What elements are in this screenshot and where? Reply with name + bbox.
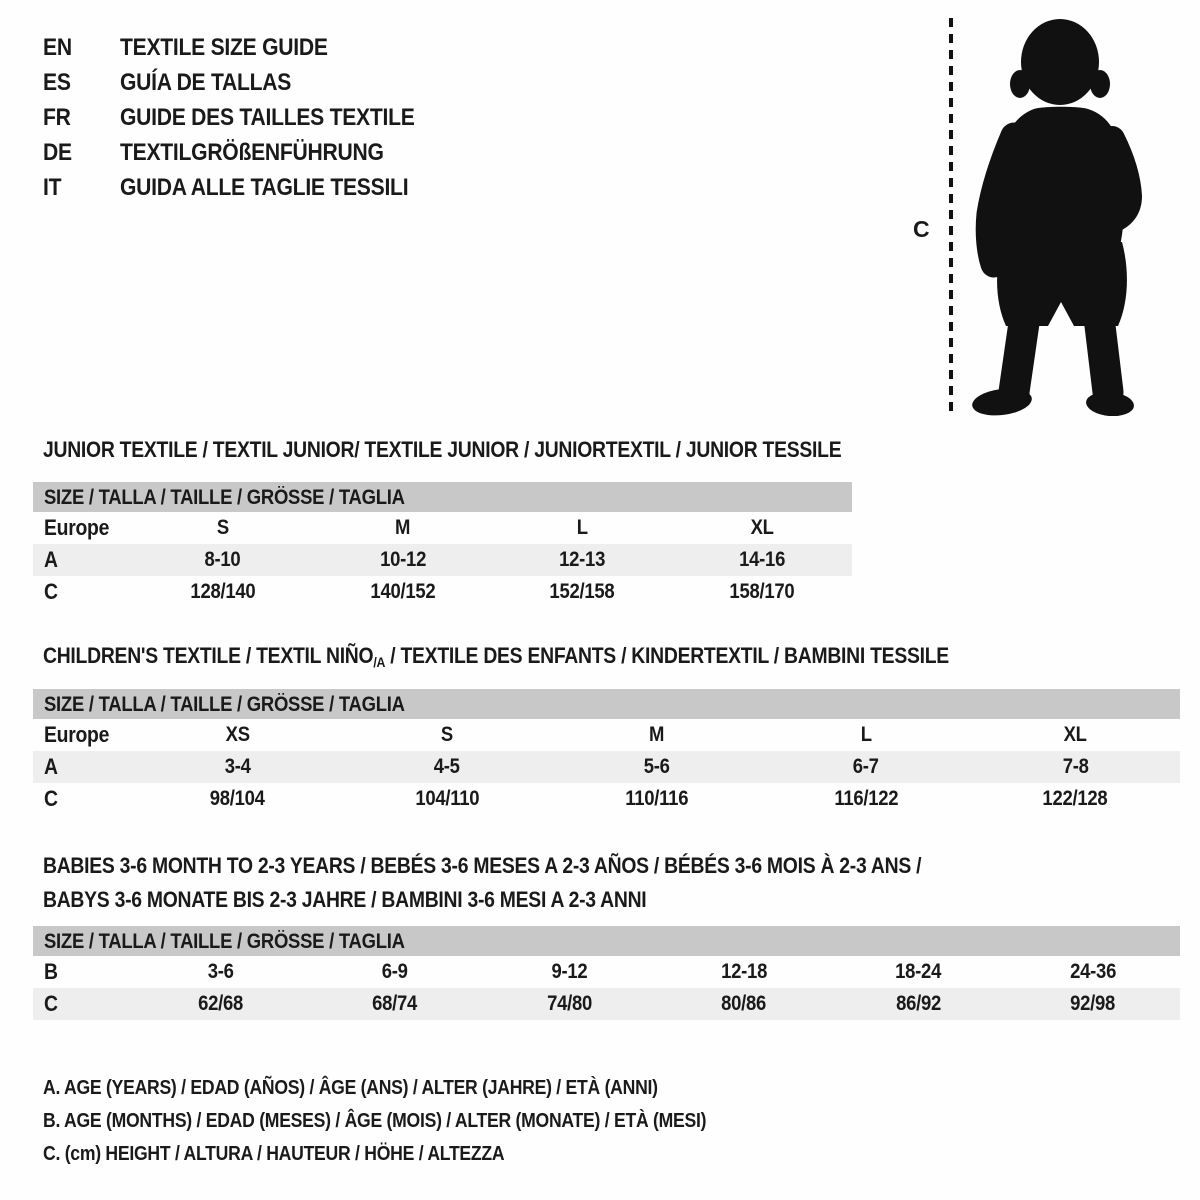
size-value: 110/116 [625, 787, 688, 810]
toddler-silhouette-icon [962, 14, 1152, 416]
size-value: 24-36 [1069, 960, 1116, 983]
table-header-bar: SIZE / TALLA / TAILLE / GRÖSSE / TAGLIA [33, 926, 1180, 956]
guide-title: GUÍA DE TALLAS [120, 69, 292, 96]
language-row [43, 100, 455, 135]
size-value: 122/128 [1042, 787, 1108, 810]
table-header-bar: SIZE / TALLA / TAILLE / GRÖSSE / TAGLIA [33, 482, 852, 512]
table-row [33, 544, 852, 576]
row-label: B [44, 959, 58, 984]
table-row [33, 719, 1180, 751]
size-value: 3-4 [224, 755, 251, 778]
language-code: FR [43, 104, 71, 131]
language-code: DE [43, 139, 72, 166]
row-label: C [44, 991, 58, 1016]
table-body [33, 956, 1180, 1020]
language-row [43, 170, 455, 205]
size-value: 6-7 [852, 755, 879, 778]
size-value: 12-18 [720, 960, 767, 983]
size-value: M [648, 723, 665, 746]
size-value: 18-24 [895, 960, 942, 983]
size-value: 12-13 [559, 548, 606, 571]
size-value: 158/170 [729, 580, 795, 603]
size-value: XS [225, 723, 250, 746]
language-row [43, 135, 455, 170]
guide-title: GUIDA ALLE TAGLIE TESSILI [120, 174, 409, 201]
row-label: Europe [44, 515, 110, 540]
language-row [43, 65, 455, 100]
table-body [33, 719, 1180, 815]
size-value: 9-12 [551, 960, 588, 983]
language-row [43, 30, 455, 65]
footnotes [43, 1072, 797, 1171]
table-body [33, 512, 852, 608]
size-value: 10-12 [379, 548, 426, 571]
language-code: IT [43, 174, 62, 201]
size-value: 128/140 [190, 580, 256, 603]
size-value: 80/86 [721, 992, 767, 1015]
size-value: 104/110 [415, 787, 480, 810]
size-value: 74/80 [546, 992, 592, 1015]
size-value: XL [1063, 723, 1087, 746]
guide-title: GUIDE DES TAILLES TEXTILE [120, 104, 415, 131]
size-value: 14-16 [739, 548, 786, 571]
size-table-babies [33, 926, 1180, 1020]
size-value: M [395, 516, 411, 539]
row-label: C [44, 579, 58, 604]
table-row [33, 988, 1180, 1020]
footnote-c: C. (cm) HEIGHT / ALTURA / HAUTEUR / HÖHE / ALTEZZA [43, 1143, 505, 1165]
size-table-junior [33, 482, 852, 608]
language-title-list [43, 30, 455, 205]
footnote-b: B. AGE (MONTHS) / EDAD (MESES) / ÂGE (MOIS) / ALTER (MONATE) / ETÀ (MESI) [43, 1110, 707, 1132]
row-label: C [44, 786, 58, 811]
row-label: A [44, 547, 58, 572]
size-value: S [441, 723, 454, 746]
table-row [33, 751, 1180, 783]
size-value: 92/98 [1070, 992, 1116, 1015]
height-measure-label: C [913, 216, 930, 242]
size-table-children [33, 689, 1180, 815]
size-value: 8-10 [204, 548, 241, 571]
size-value: S [216, 516, 229, 539]
table-header-bar: SIZE / TALLA / TAILLE / GRÖSSE / TAGLIA [33, 689, 1180, 719]
table-row [33, 783, 1180, 815]
guide-title: TEXTILE SIZE GUIDE [120, 34, 328, 61]
table-row [33, 512, 852, 544]
size-value: 5-6 [643, 755, 670, 778]
size-value: L [576, 516, 588, 539]
size-value: 152/158 [549, 580, 615, 603]
size-value: 62/68 [197, 992, 243, 1015]
table-row [33, 576, 852, 608]
row-label: A [44, 754, 58, 779]
size-value: 86/92 [895, 992, 941, 1015]
section-title-children: CHILDREN'S TEXTILE / TEXTIL NIÑO/A / TEXTILE DES ENFANTS / KINDERTEXTIL / BAMBINI TESSILE [43, 643, 949, 670]
row-label: Europe [44, 722, 110, 747]
table-row [33, 956, 1180, 988]
size-value: 7-8 [1062, 755, 1089, 778]
guide-title: TEXTILGRÖßENFÜHRUNG [120, 139, 384, 166]
size-value: 6-9 [381, 960, 408, 983]
language-code: EN [43, 34, 72, 61]
size-value: 68/74 [372, 992, 418, 1015]
size-value: 98/104 [210, 787, 266, 810]
size-value: 3-6 [207, 960, 234, 983]
size-value: XL [750, 516, 774, 539]
height-measure-line [946, 15, 956, 417]
language-code: ES [43, 69, 71, 96]
size-value: 116/122 [833, 787, 898, 810]
size-value: L [860, 723, 872, 746]
footnote-a: A. AGE (YEARS) / EDAD (AÑOS) / ÂGE (ANS) / ALTER (JAHRE) / ETÀ (ANNI) [43, 1077, 658, 1099]
section-title-babies: BABIES 3-6 MONTH TO 2-3 YEARS / BEBÉS 3-6 MESES A 2-3 AÑOS / BÉBÉS 3-6 MOIS À 2-3 ANS / BABYS 3-6 MONATE BIS 2-3 JAHRE / BAMBINI 3-6 MESI A 2-3 ANNI [43, 853, 922, 912]
size-value: 140/152 [370, 580, 436, 603]
size-value: 4-5 [434, 755, 461, 778]
section-title-junior: JUNIOR TEXTILE / TEXTIL JUNIOR/ TEXTILE JUNIOR / JUNIORTEXTIL / JUNIOR TESSILE [43, 437, 842, 462]
